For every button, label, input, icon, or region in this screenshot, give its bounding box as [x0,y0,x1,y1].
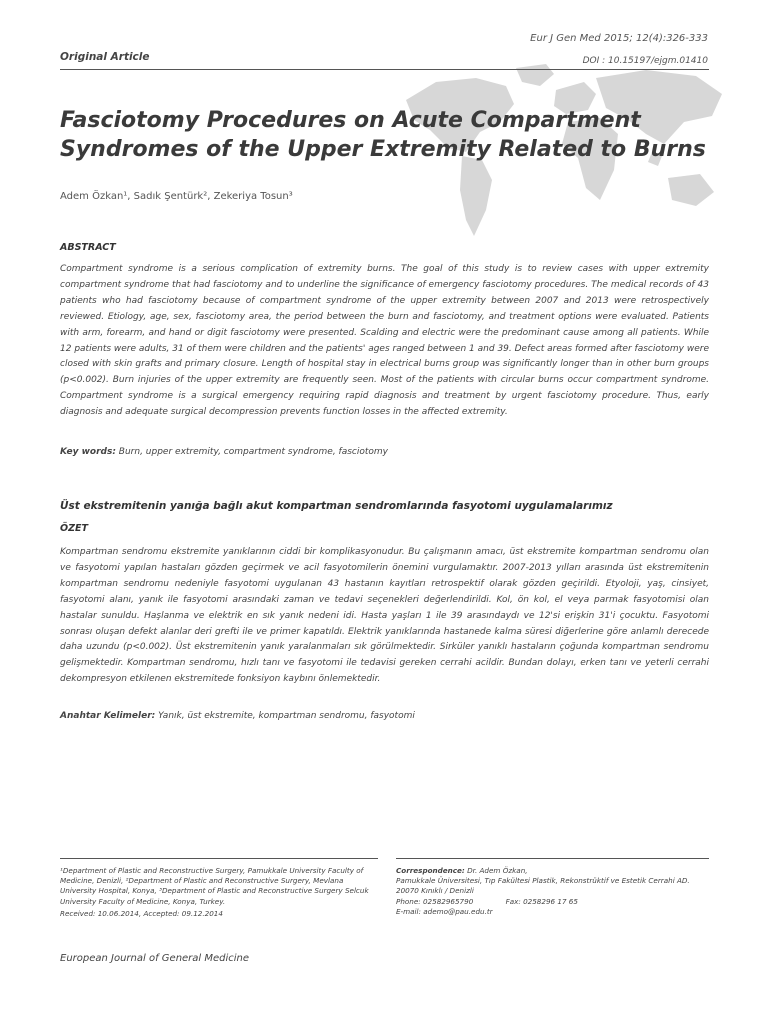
turkish-title: Üst ekstremitenin yanığa bağlı akut kompartman sendromlarında fasyotomi uygulamalarımız [60,500,613,512]
anahtar-kelimeler [60,711,709,721]
correspondence-block [396,866,716,917]
keywords [60,447,709,457]
header-divider [60,69,709,70]
keywords-label: Key words: [60,447,116,457]
email-link[interactable]: E-mail: ademo@pau.edu.tr [396,906,493,916]
correspondence-address-2: 20070 Kınıklı / Denizli [396,886,474,896]
fax-number: Fax: 0258296 17 65 [505,896,578,906]
abstract-heading: ABSTRACT [60,242,116,253]
ozet-text: Kompartman sendromu ekstremite yanıklarının ciddi bir komplikasyonudur. Bu çalışmanın amacı, üst ekstremite kompartman sendromu olan ve fasyotomi yapılan hastaları gözden geçirmek ve acil fasyotomilerin önemini vurgulamaktır. 2007-2013 yılları arasında üst ekstremitenin kompartman sendromu nedeniyle fasyotomi uygulanan 43 hastanın kayıtları retrospektif olarak gözden geçirildi. Etyoloji, yaş, cinsiyet, fasyotomi alanı, yanık ile fasyotomi arasındaki zaman ve tedavi seçenekleri değerlendirildi. Kol, ön kol, el veya parmak fasyotomisi olan hastalar sunuldu. Haşlanma ve elektrik en sık yanık nedeni idi. Hasta yaşları 1 ile 39 arasındaydı ve 12'si erişkin 31'i çocuktu. Fasyotomi sonrası oluşan defekt alanlar deri grefti ile ve primer kapatıldı. Elektrik yanıklarında hastanede kalma süresi diğerlerine göre anlamlı derecede daha uzundu (p<0.002). Üst ekstremitenin yanık yaralanmaları sık görülmektedir. Sirküler yanıklı hastaların çoğunda kompartman sendromu gelişmektedir. Kompartman sendromu, hızlı tanı ve fasyotomi ile tedavisi gereken cerrahi acildir. Bundan dolayı, erken tanı ve yeterli cerrahi dekompresyon etkilenen ekstremitede fonksiyon kaybını önlemektedir. [60,547,709,685]
journal-citation: Eur J Gen Med 2015; 12(4):326-333 [530,33,708,44]
author-list: Adem Özkan¹, Sadık Şentürk², Zekeriya Tosun³ [60,191,293,202]
article-title-line-2: Syndromes of the Upper Extremity Related to Burns [60,137,706,162]
anahtar-kelimeler-value: Yanık, üst ekstremite, kompartman sendromu, fasyotomi [158,711,415,721]
article-title [60,106,720,164]
received-dates: Received: 10.06.2014, Accepted: 09.12.2014 [60,908,223,918]
correspondence-name: Dr. Adem Özkan, [467,866,528,875]
phone-number: Phone: 02582965790 [396,896,474,906]
footer-divider-right [396,858,709,859]
footer-divider-left [60,858,378,859]
abstract-text: Compartment syndrome is a serious complication of extremity burns. The goal of this study is to review cases with upper extremity compartment syndrome that had fasciotomy and to underline the significance of emergency fasciotomy procedures. The medical records of 43 patients who had fasciotomy because of compartment syndrome of the upper extremity between 2007 and 2013 were retrospectively reviewed. Etiology, age, sex, fasciotomy area, the period between the burn and fasciotomy, and treatment options were evaluated. Patients with arm, forearm, and hand or digit fasciotomy were presented. Scalding and electric were the predominant cause among all patients. While 12 patients were adults, 31 of them were children and the patients' ages ranged between 1 and 39. Defect areas formed after fasciotomy were closed with skin grafts and primary closure. Length of hospital stay in electrical burns group was significantly longer than in other burn groups (p<0.002). Burn injuries of the upper extremity are frequently seen. Most of the patients with circular burns occur compartment syndrome. Compartment syndrome is a surgical emergency requiring rapid diagnosis and treatment by urgent fasciotomy procedure. Thus, early diagnosis and adequate surgical decompression prevents function losses in the affected extremity. [60,264,709,418]
ozet-heading: ÖZET [60,523,88,534]
affiliations-text: ¹Department of Plastic and Reconstructive Surgery, Pamukkale University Faculty of Medicine, Denizli, ²Department of Plastic and Reconstructive Surgery, Mevlana University Hospital, Konya, ³Department of Plastic and Reconstructive Surgery Selcuk University Faculty of Medicine, Konya, Turkey. [60,866,369,906]
article-type-label: Original Article [60,51,150,63]
affiliations-block [60,866,378,919]
anahtar-kelimeler-label: Anahtar Kelimeler: [60,711,156,721]
keywords-value: Burn, upper extremity, compartment syndrome, fasciotomy [118,447,389,457]
correspondence-label: Correspondence: [396,866,465,875]
correspondence-address-1: Pamukkale Üniversitesi, Tıp Fakültesi Plastik, Rekonstrüktif ve Estetik Cerrahi AD. [396,876,690,886]
journal-name-footer: European Journal of General Medicine [60,953,250,964]
doi-link[interactable]: DOI : 10.15197/ejgm.01410 [582,56,708,66]
contact-phone-fax [396,897,716,907]
article-title-line-1: Fasciotomy Procedures on Acute Compartment [60,108,641,133]
